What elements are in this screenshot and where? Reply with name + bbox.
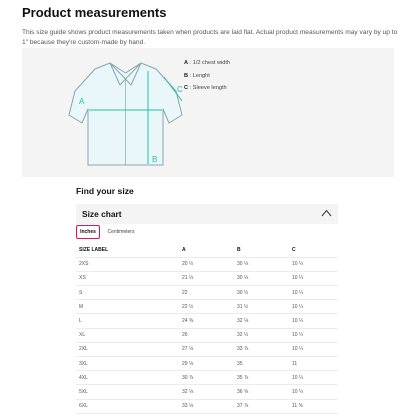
measurement-cell: 10 ¼ [289, 385, 338, 399]
table-row [76, 357, 338, 371]
measurement-cell: 21 ⅛ [179, 271, 234, 285]
table-row [76, 300, 338, 314]
column-header: A [179, 243, 234, 257]
measurement-cell: 11 ⅜ [289, 399, 338, 413]
measurement-cell: 10 ¼ [289, 371, 338, 385]
measurement-cell: 29 ⅛ [179, 357, 234, 371]
table-row [76, 286, 338, 300]
measurement-cell: 10 ¼ [289, 314, 338, 328]
size-label-cell: 4XL [76, 371, 179, 385]
measurement-cell: 31 ½ [234, 300, 289, 314]
chevron-up-icon[interactable] [321, 209, 332, 217]
column-header: SIZE LABEL [76, 243, 179, 257]
size-label-cell: M [76, 300, 179, 314]
size-label-cell: L [76, 314, 179, 328]
table-row [76, 314, 338, 328]
table-row [76, 371, 338, 385]
table-row [76, 342, 338, 356]
measurement-cell: 10 ¼ [289, 257, 338, 271]
size-chart-table [76, 243, 338, 414]
legend-key: C [184, 85, 189, 92]
unit-tab-inches[interactable]: Inches [76, 225, 100, 239]
size-guide-description: This size guide shows product measurements taken when products are laid flat. Actual product measurements may vary by up to 1" because they're custom-made by hand. [22, 29, 398, 46]
unit-toggle [76, 225, 338, 239]
size-chart-title: Size chart [82, 209, 122, 219]
size-chart-body [76, 257, 338, 413]
measurement-cell: 35 [234, 357, 289, 371]
size-chart-accordion-header[interactable] [76, 204, 338, 224]
measure-label-b: B [152, 155, 158, 164]
table-row [76, 399, 338, 413]
shirt-diagram [68, 57, 192, 169]
measurement-cell: 26 [179, 328, 234, 342]
measurement-cell: 32 ½ [234, 328, 289, 342]
measurement-cell: 10 ¼ [289, 271, 338, 285]
table-row [76, 328, 338, 342]
size-label-cell: 2XL [76, 342, 179, 356]
measurement-cell: 30 ½ [234, 286, 289, 300]
legend-key: A [184, 60, 189, 66]
legend-key: B [184, 72, 189, 79]
table-row [76, 271, 338, 285]
measurement-cell: 10 ¼ [289, 286, 338, 300]
column-header: C [289, 243, 338, 257]
measurement-cell: 30 ⅛ [234, 257, 289, 271]
measure-label-c: C [177, 85, 183, 94]
measurement-cell: 32 ⅛ [179, 385, 234, 399]
measurement-diagram-panel [22, 48, 394, 177]
measurement-cell: 36 ⅝ [234, 385, 289, 399]
size-label-cell: XL [76, 328, 179, 342]
table-header-row [76, 243, 338, 257]
measurement-cell: 37 ⅞ [234, 399, 289, 413]
measurement-cell: 24 ⅜ [179, 314, 234, 328]
size-label-cell: 6XL [76, 399, 179, 413]
measurement-cell: 20 ½ [179, 257, 234, 271]
legend-text: 1/2 chest width [192, 60, 231, 66]
unit-tab-centimeters[interactable]: Centimeters [107, 229, 135, 235]
legend-row-c: C : Sleeve length [184, 85, 227, 92]
legend-row-a: A : 1/2 chest width [184, 60, 231, 66]
page-title: Product measurements [22, 5, 167, 20]
measurement-cell: 33 ⅛ [179, 399, 234, 413]
size-label-cell: 2XS [76, 257, 179, 271]
measurement-cell: 11 [289, 357, 338, 371]
size-label-cell: S [76, 286, 179, 300]
legend-text: Sleeve length [192, 85, 227, 92]
size-label-cell: XS [76, 271, 179, 285]
measurement-legend [184, 57, 230, 95]
measurement-cell: 10 ¼ [289, 300, 338, 314]
find-your-size-heading: Find your size [76, 186, 134, 196]
measurement-cell: 27 ⅛ [179, 342, 234, 356]
measurement-cell: 30 ⅞ [179, 371, 234, 385]
measurement-cell: 10 ¼ [289, 328, 338, 342]
measurement-cell: 32 ⅛ [234, 314, 289, 328]
measurement-cell: 22 ½ [179, 300, 234, 314]
table-row [76, 385, 338, 399]
measure-label-a: A [79, 97, 85, 106]
measurement-cell: 35 ⅞ [234, 371, 289, 385]
legend-text: Lenght [192, 72, 210, 79]
column-header: B [234, 243, 289, 257]
measurement-cell: 33 ⅞ [234, 342, 289, 356]
measurement-cell: 22 [179, 286, 234, 300]
measurement-cell: 10 ¼ [289, 342, 338, 356]
legend-row-b: B : Lenght [184, 72, 210, 79]
size-label-cell: 3XL [76, 357, 179, 371]
table-row [76, 257, 338, 271]
size-label-cell: 5XL [76, 385, 179, 399]
measurement-cell: 30 ⅛ [234, 271, 289, 285]
